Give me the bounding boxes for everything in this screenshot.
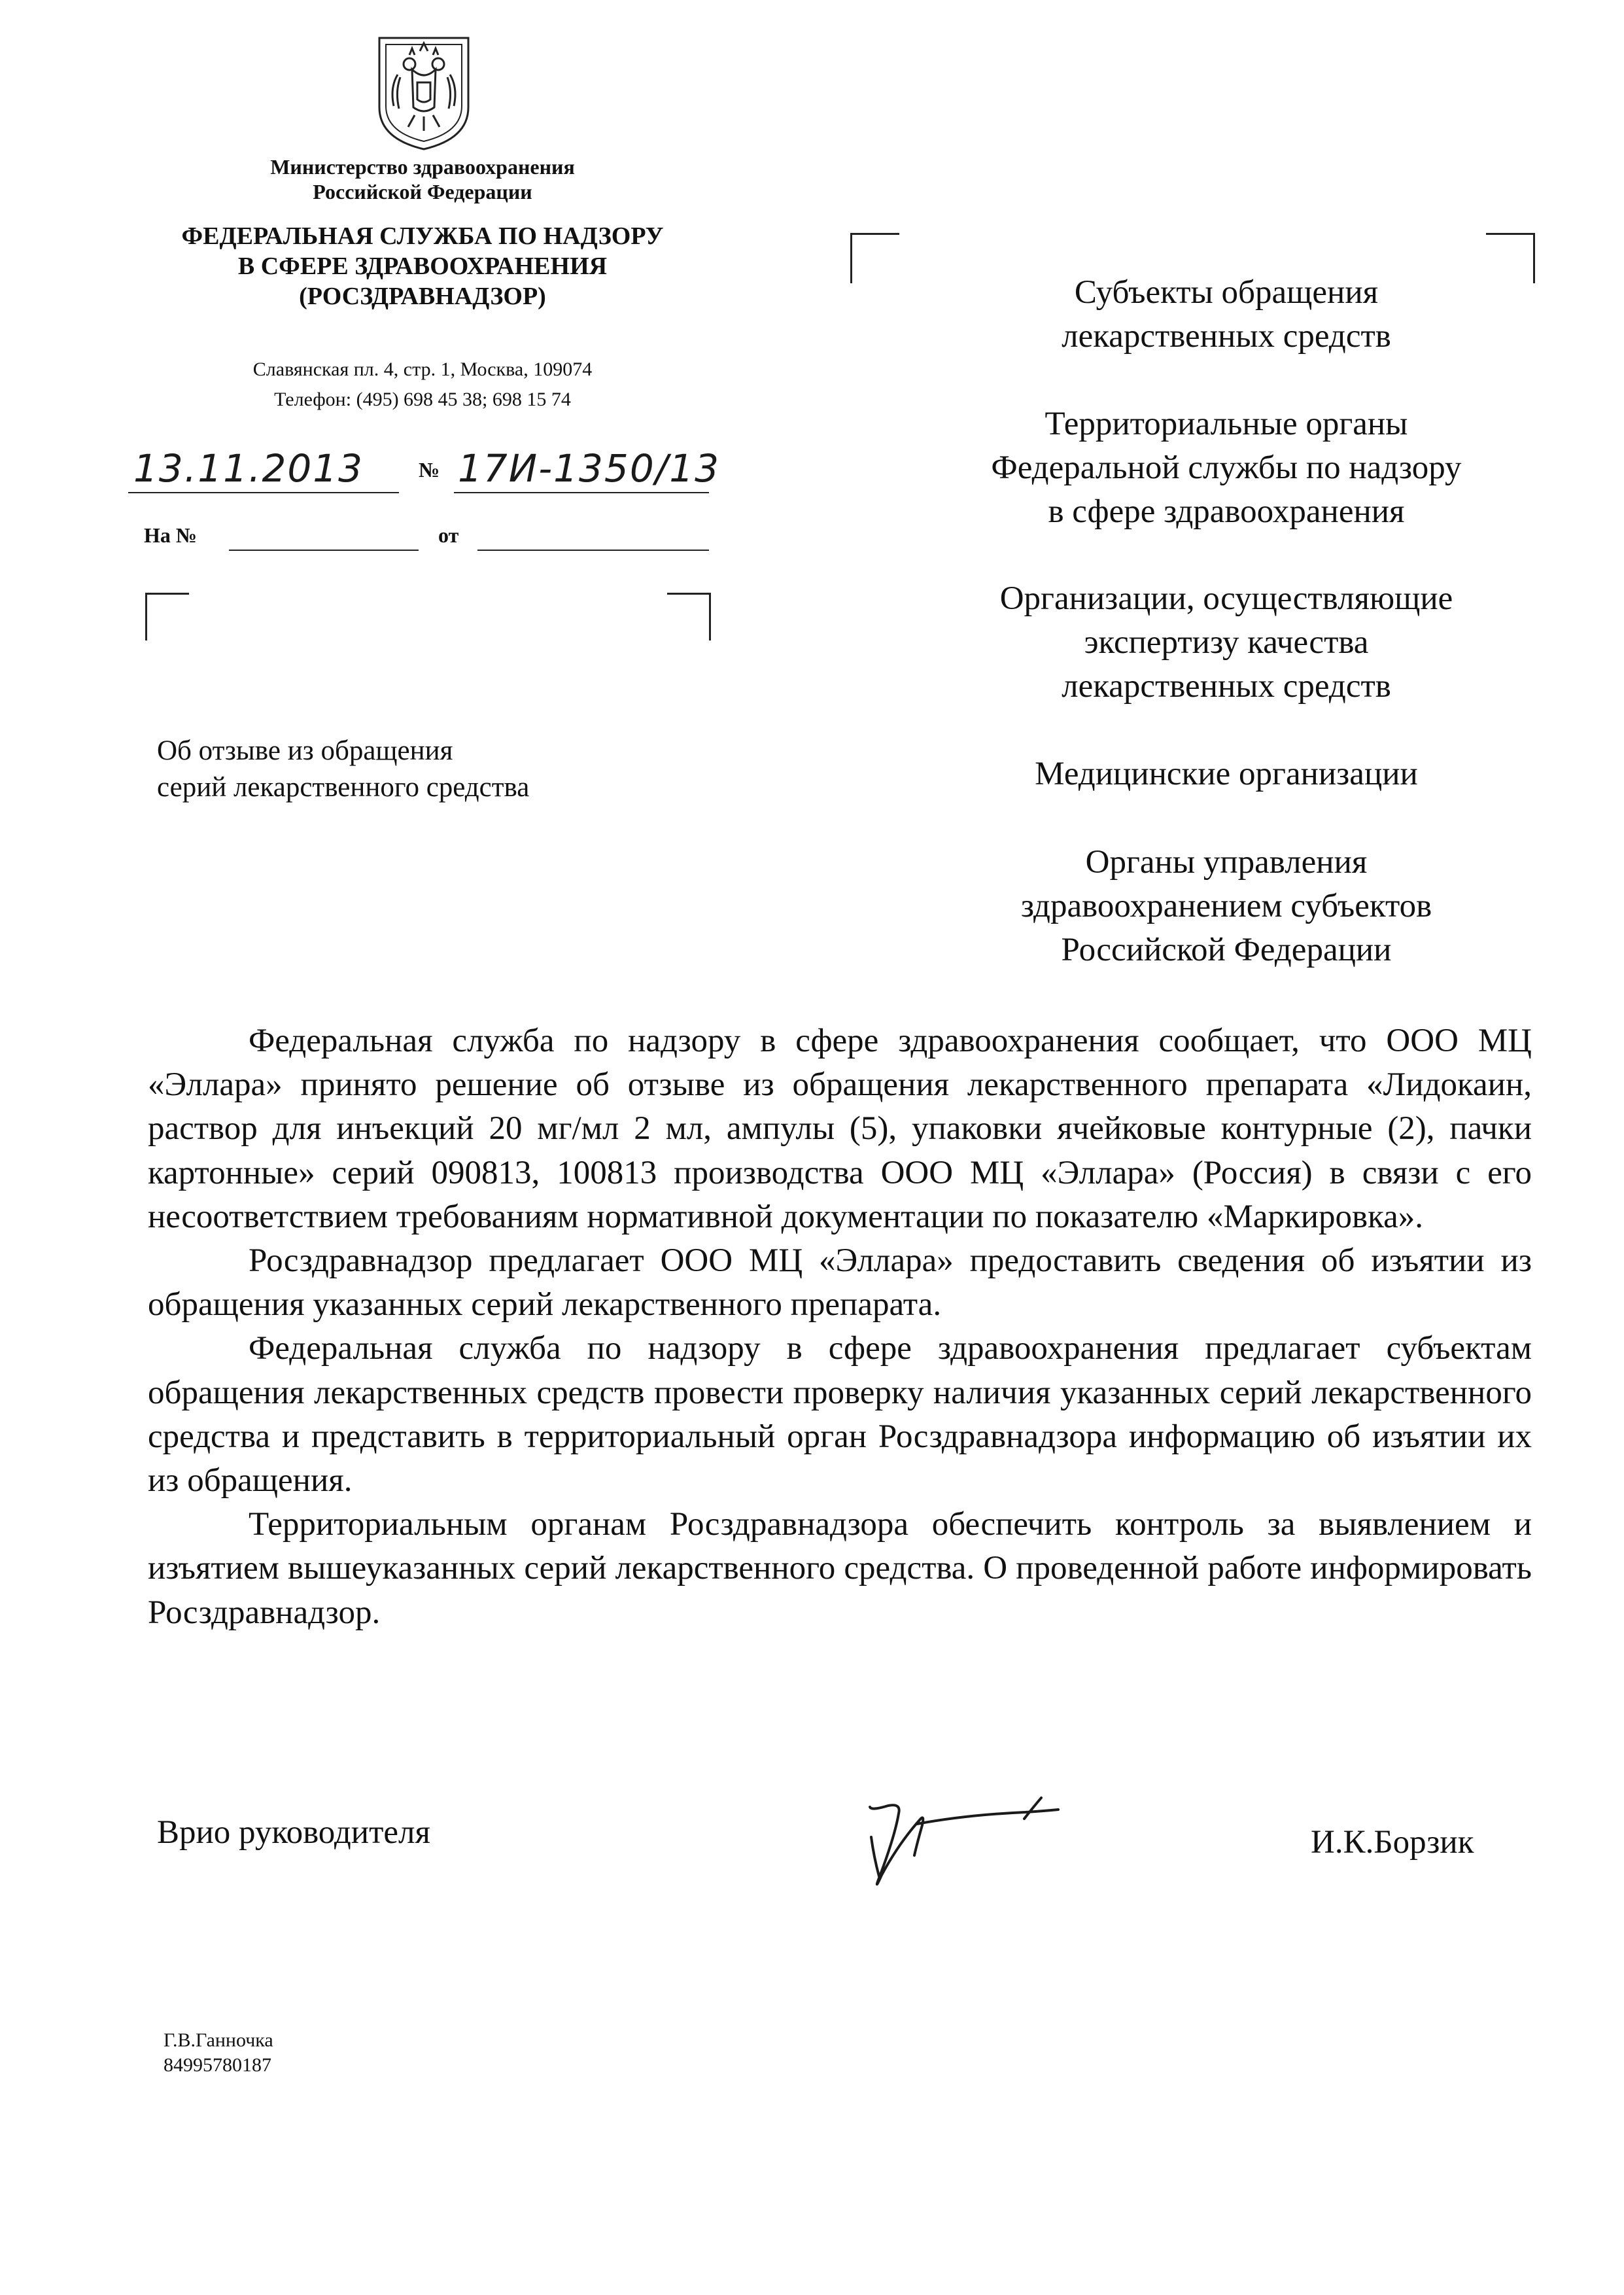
- contact-block: [118, 355, 727, 415]
- body-paragraph: Росздравнадзор предлагает ООО МЦ «Эллара» предоставить сведения об изъятии из обращения указанных серий лекарственного препарата.: [148, 1242, 1532, 1323]
- reply-to-date-line: [477, 525, 709, 551]
- phone-numbers: Телефон: (495) 698 45 38; 698 15 74: [274, 389, 571, 410]
- number-line: [454, 446, 721, 493]
- executor-name: Г.В.Ганночка: [164, 2029, 273, 2051]
- addressee-4: Медицинские организации: [1035, 756, 1418, 792]
- registration-date: 13.11.2013: [133, 446, 364, 491]
- number-label: №: [419, 458, 440, 482]
- letter-body: [148, 1019, 1532, 1635]
- russian-coat-of-arms-icon: [371, 29, 476, 152]
- addressee-1: Субъекты обращения лекарственных средств: [1062, 274, 1391, 355]
- registration-number: 17И-1350/13: [458, 446, 721, 491]
- reply-to-number-line: [229, 525, 419, 551]
- postal-address: Славянская пл. 4, стр. 1, Москва, 109074: [252, 359, 593, 380]
- signatory-title: Врио руководителя: [157, 1814, 430, 1851]
- body-paragraph: Федеральная служба по надзору в сфере здравоохранения сообщает, что ООО МЦ «Эллара» принято решение об отзыве из обращения лекарственного препарата «Лидокаин, раствор для инъекций 20 мг/мл 2 мл, ампулы (5), упаковки ячейковые контурные (2), пачки картонные» серий 090813, 100813 производства ООО МЦ «Эллара» (Россия) в связи с его несоответствием требованиям нормативной документации по показателю «Маркировка».: [148, 1023, 1532, 1235]
- ministry-name: Министерство здравоохранения Российской Федерации: [270, 155, 575, 203]
- letter-subject: Об отзыве из обращения серий лекарственного средства: [157, 735, 530, 803]
- body-paragraph: Территориальным органам Росздравнадзора обеспечить контроль за выявлением и изъятием вышеуказанных серий лекарственного средства. О проведенной работе информировать Росздравнадзор.: [148, 1506, 1532, 1631]
- subject-corner-left: [145, 593, 189, 640]
- subject-corner-right: [667, 593, 711, 640]
- addressee-3: Организации, осуществляющие экспертизу качества лекарственных средств: [999, 580, 1453, 705]
- executor-info: [164, 2028, 273, 2078]
- addressee-2: Территориальные органы Федеральной службы по надзору в сфере здравоохранения: [991, 406, 1462, 530]
- signatory-name: И.К.Борзик: [1311, 1824, 1474, 1861]
- from-label: от: [438, 523, 459, 547]
- reply-to-label: На №: [144, 523, 198, 547]
- service-name: ФЕДЕРАЛЬНАЯ СЛУЖБА ПО НАДЗОРУ В СФЕРЕ ЗДРАВООХРАНЕНИЯ (РОСЗДРАВНАДЗОР): [181, 222, 664, 310]
- executor-phone: 84995780187: [164, 2054, 271, 2076]
- date-line: [128, 446, 399, 493]
- addressee-5: Органы управления здравоохранением субъектов Российской Федерации: [1020, 844, 1432, 968]
- body-paragraph: Федеральная служба по надзору в сфере здравоохранения предлагает субъектам обращения лекарственных средств провести проверку наличия указанных серий лекарственного средства и представить в территориальный орган Росздравнадзора информацию об изъятии их из обращения.: [148, 1330, 1532, 1499]
- handwritten-signature-icon: [862, 1791, 1065, 1896]
